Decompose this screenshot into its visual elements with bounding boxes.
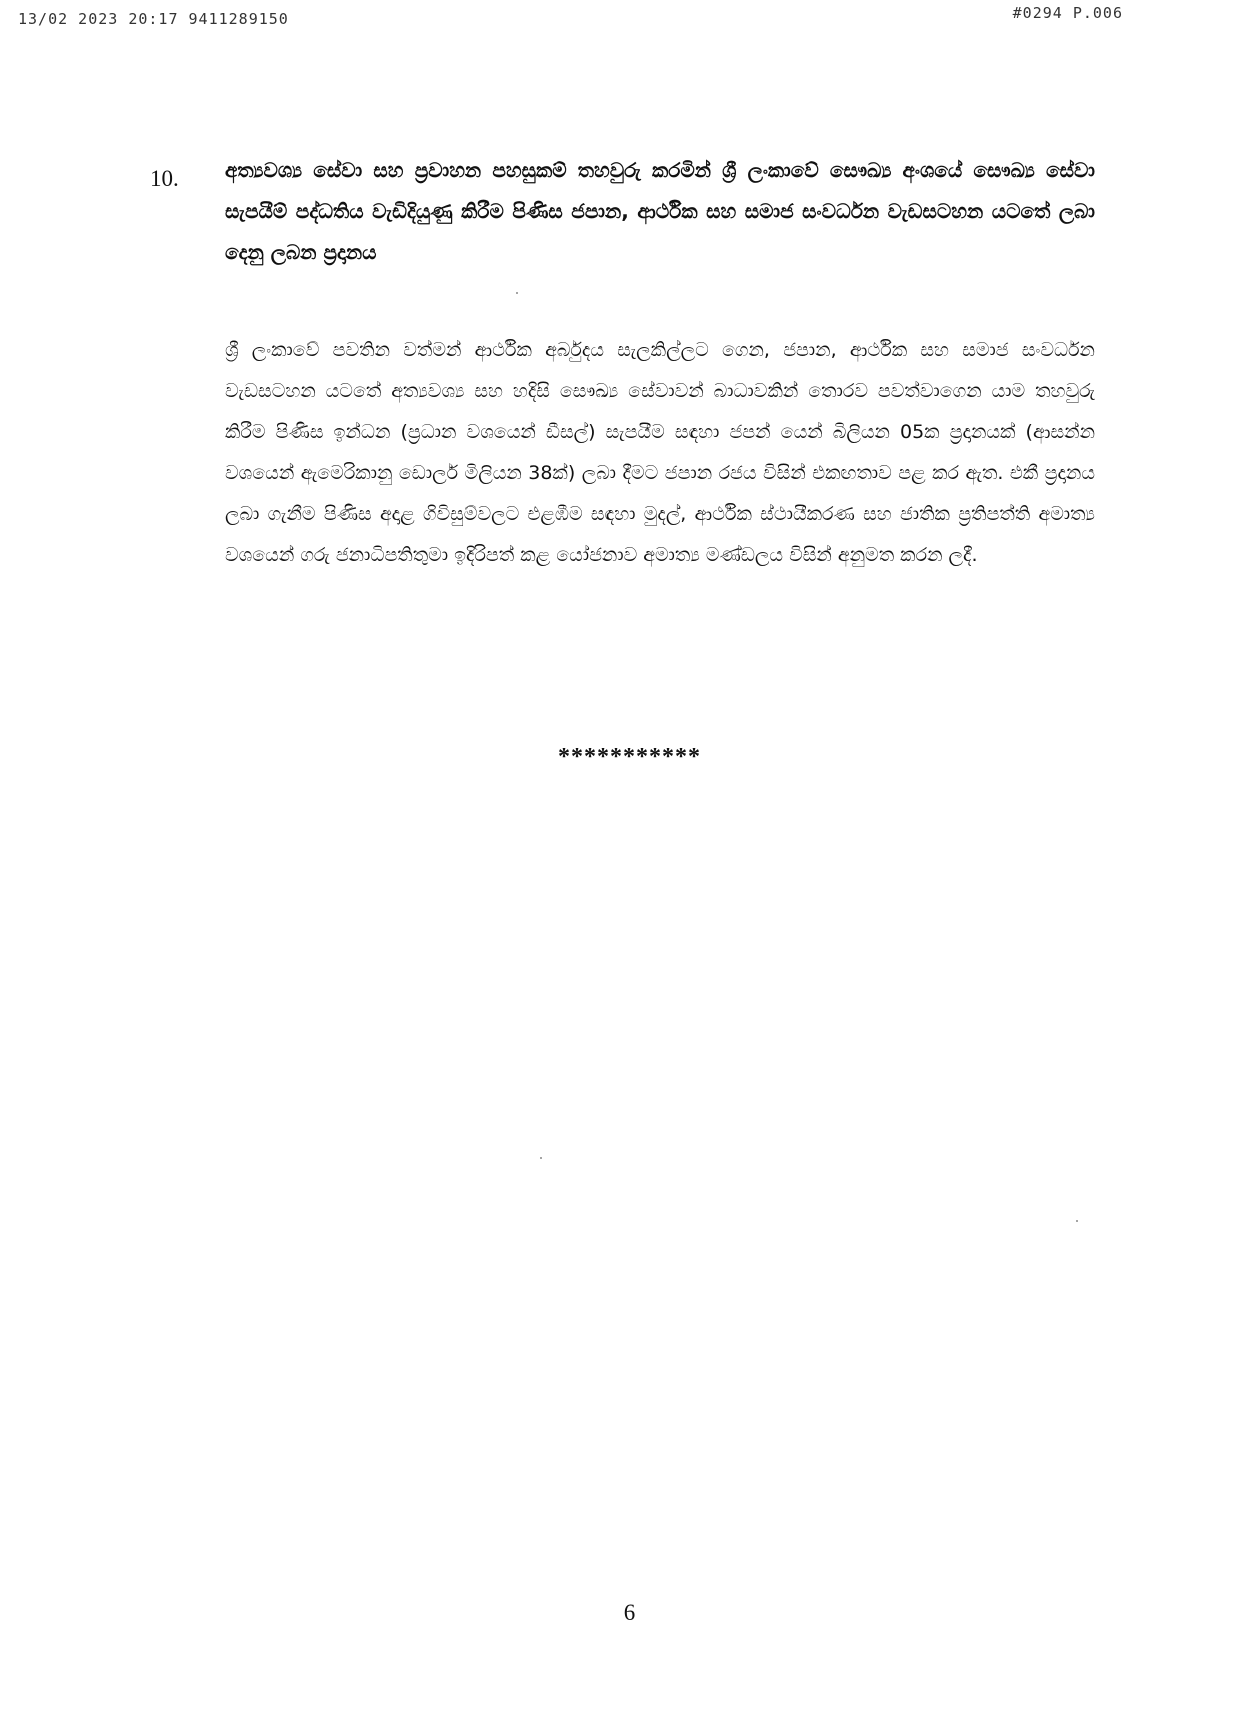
item-number: 10.: [150, 166, 179, 191]
scan-speck: [540, 1157, 542, 1159]
scan-speck: [516, 292, 518, 294]
item-heading: අත්‍යවශ්‍ය සේවා සහ ප්‍රවාහන පහසුකම් තහවුරු කරමින් ශ්‍රී ලංකාවේ සෞඛ්‍ය අංශයේ සෞඛ්‍ය සේවා සැපයීම් පද්ධතිය වැඩිදියුණු කිරීම පිණිස ජපාන, ආර්ථික සහ සමාජ සංවර්ධන වැඩසටහන යටතේ ලබා දෙනු ලබන ප්‍රදානය: [225, 158, 1095, 264]
fax-header-right: #0294 P.006: [1012, 4, 1123, 22]
scan-speck: [1076, 1220, 1078, 1222]
item-body: ශ්‍රී ලංකාවේ පවතින වත්මන් ආර්ථික අර්බුදය සැලකිල්ලට ගෙන, ජපාන, ආර්ථික සහ සමාජ සංවර්ධන වැඩසටහන යටතේ අත්‍යවශ්‍ය සහ හදිසි සෞඛ්‍ය සේවාවන් බාධාවකින් තොරව පවත්වාගෙන යාම තහවුරු කිරීම පිණිස ඉන්ධන (ප්‍රධාන වශයෙන් ඩීසල්) සැපයීම සඳහා ජපන් යෙන් බිලියන 05ක ප්‍රදානයක් (ආසන්න වශයෙන් ඇමෙරිකානු ඩොලර් මිලියන 38ක්) ලබා දීමට ජපාන රජය විසින් එකඟතාව පළ කර ඇත. එකී ප්‍රදානය ලබා ගැනීම පිණිස අදාළ ගිවිසුම්වලට එළඹීම සඳහා මුදල්, ආර්ථික ස්ථායීකරණ සහ ජාතික ප්‍රතිපත්ති අමාත්‍ය වශයෙන් ගරු ජනාධිපතිතුමා ඉදිරිපත් කළ යෝජනාව අමාත්‍ය මණ්ඩලය විසින් අනුමත කරන ලදී.: [225, 339, 1095, 566]
asterisk-separator: ***********: [558, 744, 701, 770]
fax-header-left: 13/02 2023 20:17 9411289150: [18, 10, 289, 28]
page-number: 6: [623, 1600, 636, 1625]
